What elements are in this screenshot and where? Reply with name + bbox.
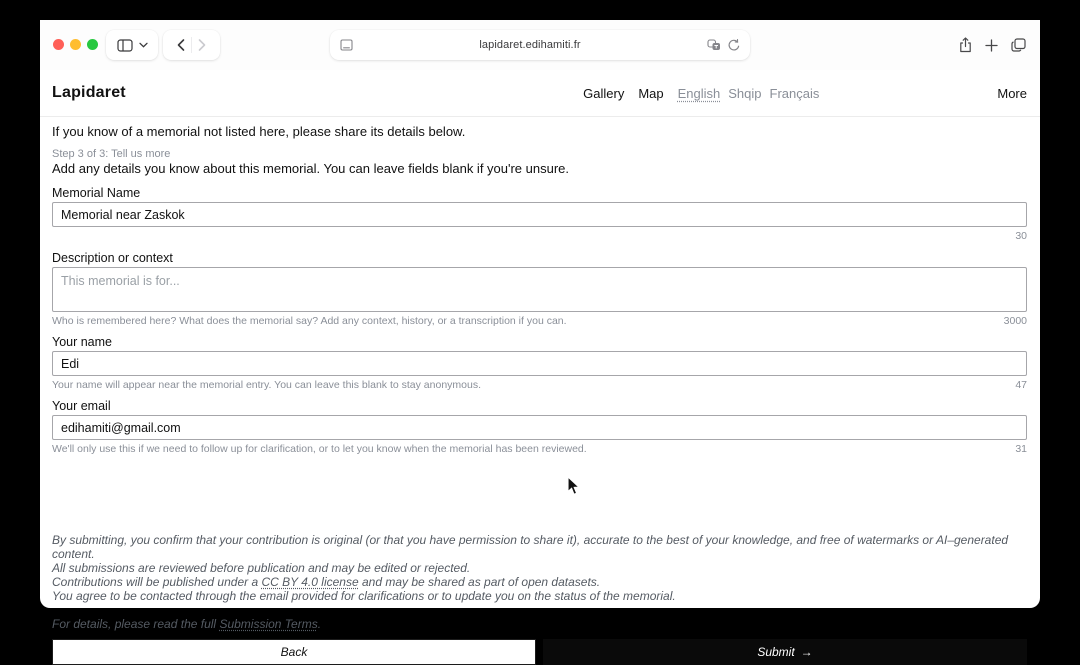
legal-line-2: All submissions are reviewed before publication and may be edited or rejected. xyxy=(52,561,471,575)
legal-line-3-prefix: Contributions will be published under a xyxy=(52,575,262,589)
url-text[interactable]: lapidaret.edihamiti.fr xyxy=(479,39,581,51)
step-indicator: Step 3 of 3: Tell us more xyxy=(52,148,171,160)
memorial-name-label: Memorial Name xyxy=(52,186,141,200)
browser-toolbar xyxy=(40,20,1040,70)
site-logo[interactable]: Lapidaret xyxy=(52,84,126,101)
sidebar-icon xyxy=(117,39,133,52)
your-name-label: Your name xyxy=(52,335,112,349)
translate-icon[interactable] xyxy=(707,39,721,51)
submit-label: Submit xyxy=(757,645,795,659)
submit-button[interactable] xyxy=(543,639,1027,665)
forward-button[interactable] xyxy=(198,39,206,51)
your-email-counter: 31 xyxy=(1015,443,1027,455)
new-tab-icon[interactable] xyxy=(985,39,998,52)
lang-shqip[interactable]: Shqip xyxy=(728,85,762,101)
toolbar-divider xyxy=(191,37,192,53)
close-window-button[interactable] xyxy=(53,39,64,50)
nav-more[interactable]: More xyxy=(997,85,1027,101)
language-switcher xyxy=(678,86,820,101)
arrow-right-icon: → xyxy=(800,645,813,659)
tab-overview-icon[interactable] xyxy=(1011,38,1026,52)
your-name-field-group xyxy=(52,335,1027,391)
nav-gallery[interactable]: Gallery xyxy=(583,85,625,101)
back-button-form[interactable]: Back xyxy=(52,639,536,665)
your-email-label: Your email xyxy=(52,399,111,413)
description-field-group xyxy=(52,251,1027,327)
description-help: Who is remembered here? What does the memorial say? Add any context, history, or a transcription if you can. xyxy=(52,315,567,327)
share-icon[interactable] xyxy=(959,37,972,53)
browser-window xyxy=(40,20,1040,659)
legal-terms xyxy=(52,533,1027,603)
zoom-window-button[interactable] xyxy=(87,39,98,50)
step-subtitle: Add any details you know about this memorial. You can leave fields blank if you're unsure. xyxy=(52,161,570,176)
lang-francais[interactable]: Français xyxy=(769,85,820,101)
chevron-down-icon xyxy=(139,42,148,48)
submission-form xyxy=(40,117,1040,665)
your-email-input[interactable] xyxy=(52,415,1027,440)
legal-line-4: You agree to be contacted through the email provided for clarifications or to update you on the status of the memorial. xyxy=(52,589,676,603)
nav-map[interactable]: Map xyxy=(638,85,664,101)
memorial-name-input[interactable] xyxy=(52,202,1027,227)
site-nav xyxy=(583,86,1027,101)
reload-icon[interactable] xyxy=(728,39,740,52)
your-email-help: We'll only use this if we need to follow up for clarification, or to let you know when the memorial has been reviewed. xyxy=(52,443,587,455)
back-button[interactable] xyxy=(177,39,185,51)
minimize-window-button[interactable] xyxy=(70,39,81,50)
your-name-input[interactable] xyxy=(52,351,1027,376)
details-suffix: . xyxy=(317,617,322,631)
legal-line-3 xyxy=(52,575,1027,589)
lang-english[interactable]: English xyxy=(677,85,721,101)
toolbar-actions xyxy=(959,30,1026,60)
cc-by-license-link[interactable]: CC BY 4.0 license xyxy=(261,575,359,589)
description-counter: 3000 xyxy=(1003,315,1027,327)
legal-line-3-suffix: and may be shared as part of open datasets. xyxy=(358,575,601,589)
window-controls xyxy=(53,39,98,50)
description-label: Description or context xyxy=(52,251,173,265)
your-email-field-group xyxy=(52,399,1027,455)
memorial-name-counter: 30 xyxy=(1015,230,1027,242)
submission-terms-link[interactable]: Submission Terms xyxy=(219,617,318,631)
details-prefix: For details, please read the full xyxy=(52,617,220,631)
your-name-help: Your name will appear near the memorial entry. You can leave this blank to stay anonymous. xyxy=(52,379,481,391)
description-textarea[interactable] xyxy=(52,267,1027,312)
page-menu-icon[interactable] xyxy=(340,39,353,51)
your-name-counter: 47 xyxy=(1015,379,1027,391)
memorial-name-field-group xyxy=(52,186,1027,242)
site-header xyxy=(40,70,1040,117)
address-bar[interactable] xyxy=(330,30,750,60)
legal-line-1: By submitting, you confirm that your contribution is original (or that you have permission to share it), accurate to the best of your knowledge, and free of watermarks or AI–generated content. xyxy=(52,533,1009,561)
submission-terms-note xyxy=(52,617,1027,631)
sidebar-toggle[interactable] xyxy=(106,30,158,60)
form-actions xyxy=(52,639,1027,665)
history-navigation xyxy=(163,30,220,60)
form-intro: If you know of a memorial not listed here, please share its details below. xyxy=(52,124,466,139)
